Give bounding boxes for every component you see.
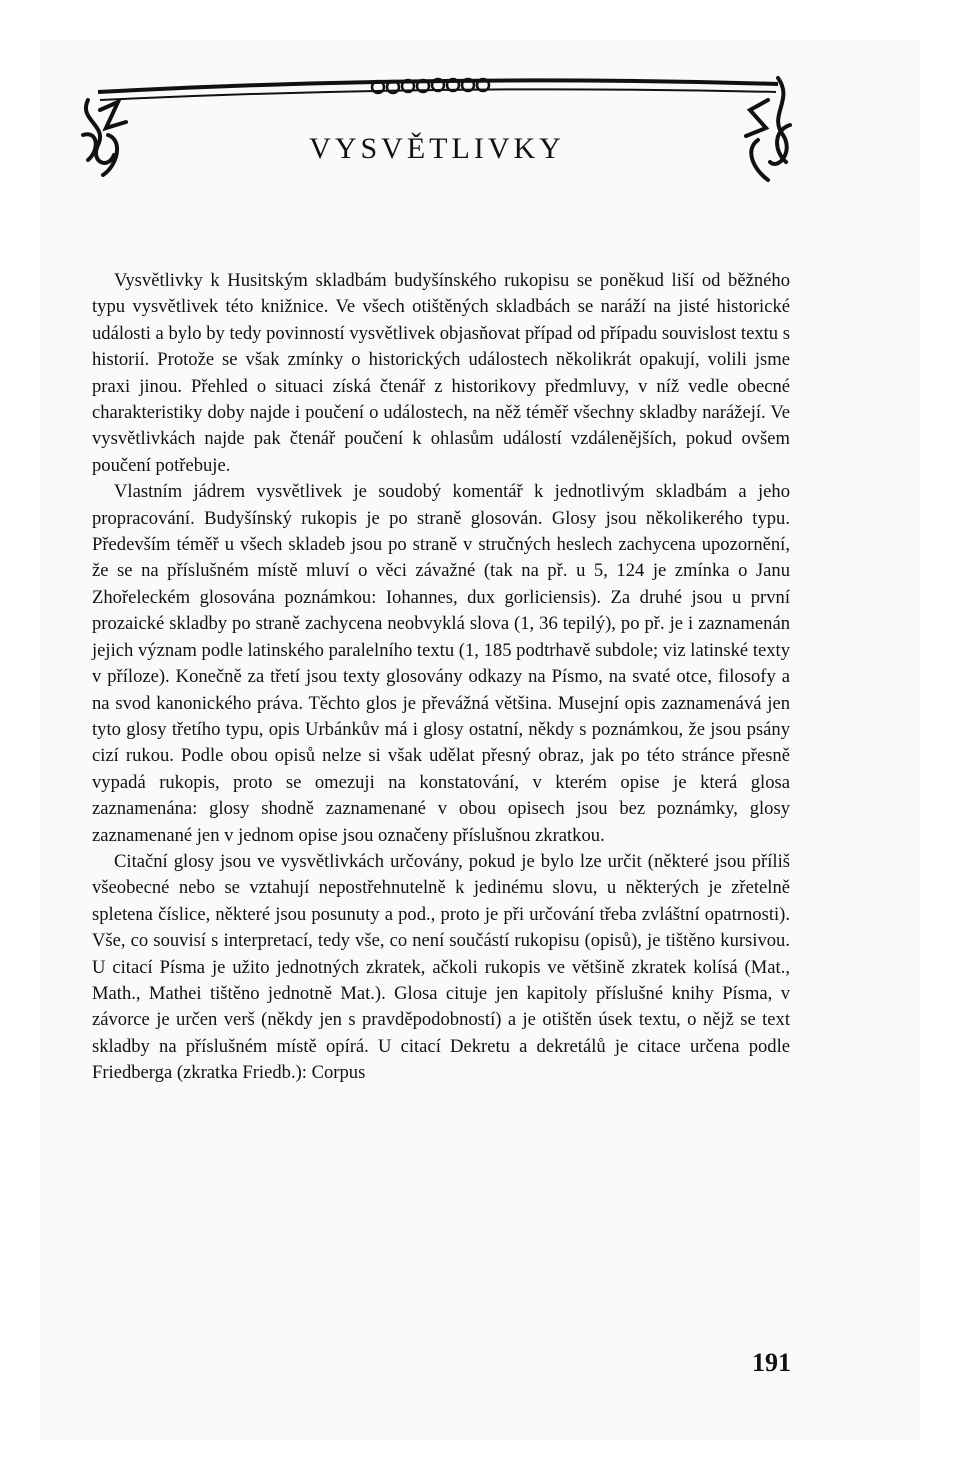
page-title: VYSVĚTLIVKY (309, 132, 565, 165)
body-text (92, 268, 790, 1087)
page-number: 191 (752, 1348, 791, 1377)
chapter-header (78, 70, 796, 200)
paragraph-1: Vysvětlivky k Husitským skladbám budyšínského rukopisu se poněkud liší od běžného typu vysvětlivek této knižnice. Ve všech otištěných skladbách se naráží na jisté historické události a bylo by tedy povinností vysvětlivek objasňovat případ od případu souvislost textu s historií. Protože se však zmínky o historických událostech několikrát opakují, volili jsme praxi jinou. Přehled o situaci získá čtenář z historikovy předmluvy, v níž vedle obecné charakteristiky doby najde i poučení o událostech, na něž téměř všechny skladby narážejí. Ve vysvětlivkách najde pak čtenář poučení k ohlasům událostí vzdálenějších, pokud ovšem poučení potřebuje. (92, 270, 790, 476)
paragraph-2: Vlastním jádrem vysvětlivek je soudobý komentář k jednotlivým skladbám a jeho propracování. Budyšínský rukopis je po straně glosován. Glosy jsou několikerého typu. Především téměř u všech skladeb jsou po straně v stručných heslech zachycena upozornění, že se na příslušném místě mluví o věci závažné (tak na př. u 5, 124 je zmínka o Janu Zhořeleckém glosována poznámkou: Iohannes, dux gorliciensis). Za druhé jsou u první prozaické skladby po straně zachycena neobvyklá slova (1, 36 tepilý), po př. je i zaznamenán jejich význam podle latinského paralelního textu (1, 185 podtrhavě subdole; viz latinské texty v příloze). Konečně za třetí jsou texty glosovány odkazy na Písmo, na svaté otce, filosofy a na svod kanonického práva. Těchto glos je převážná většina. Musejní opis zaznamenává jen tyto glosy třetího typu, opis Urbánkův má i glosy ostatní, někdy s poznámkou, že jsou psány cizí rukou. Podle obou opisů nelze si však udělat přesný obraz, jak po této stránce přesně vypadá rukopis, proto se omezuji na konstatování, v kterém opise je která glosa zaznamenána: glosy shodně zaznamenané v obou opisech jsou bez poznámky, glosy zaznamenané jen v jednom opise jsou označeny příslušnou zkratkou. (92, 481, 790, 846)
paragraph-3: Citační glosy jsou ve vysvětlivkách určovány, pokud je bylo lze určit (některé jsou příliš všeobecné nebo se vztahují nepostřehnutelně k jedinému slovu, u některých je zřetelně spletena číslice, některé jsou posunuty a pod., proto je při určování třeba zvláštní opatrnosti). Vše, co souvisí s interpretací, tedy vše, co není součástí rukopisu (opisů), je tištěno kursivou. U citací Písma je užito jednotných zkratek, ačkoli rukopis ve většině zkratek kolísá (Mat., Math., Mathei tištěno jednotně Mat.). Glosa cituje jen kapitoly příslušné knihy Písma, v závorce je určen verš (někdy jen s pravděpodobností) a je otištěn úsek textu, o nějž se text skladby na příslušném místě opírá. U citací Dekretu a dekretálů je citace určena podle Friedberga (zkratka Friedb.): Corpus (92, 850, 790, 1084)
